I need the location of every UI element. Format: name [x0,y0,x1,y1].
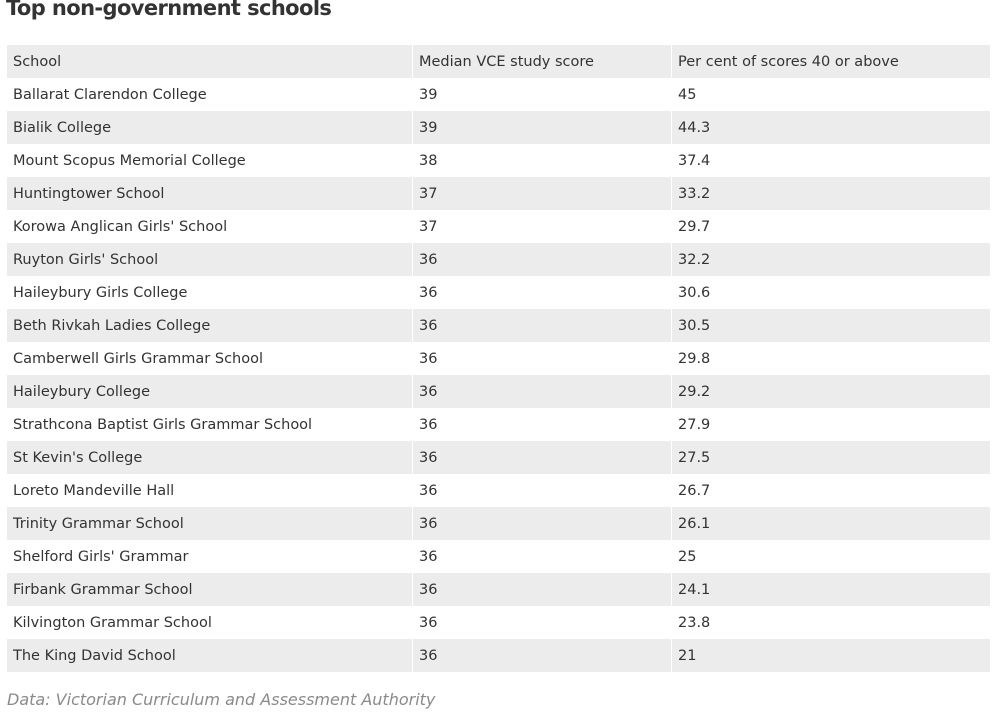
table-row [7,375,990,408]
cell-school: Huntingtower School [13,185,165,202]
table-row [7,540,990,573]
cell-median-score: 38 [412,144,671,177]
cell-percent-40-plus: 32.2 [671,243,990,276]
cell-school: Haileybury Girls College [13,284,188,301]
cell-school: Beth Rivkah Ladies College [13,317,211,334]
table-row [7,606,990,639]
table-row [7,342,990,375]
cell-percent-40-plus: 29.7 [671,210,990,243]
table-row [7,177,990,210]
cell-school: Camberwell Girls Grammar School [13,350,264,367]
cell-percent-40-plus: 26.7 [671,474,990,507]
cell-school: Kilvington Grammar School [13,614,212,631]
cell-median-score: 39 [412,111,671,144]
cell-median-score: 36 [412,540,671,573]
table-body [7,78,990,672]
cell-median-score: 36 [412,408,671,441]
cell-median-score: 36 [412,375,671,408]
cell-median-score: 36 [412,309,671,342]
cell-school: Firbank Grammar School [13,581,193,598]
cell-school: Trinity Grammar School [13,515,184,532]
cell-school: Shelford Girls' Grammar [13,548,189,565]
cell-percent-40-plus: 27.9 [671,408,990,441]
table-header-row [7,45,990,78]
cell-school: St Kevin's College [13,449,143,466]
cell-percent-40-plus: 24.1 [671,573,990,606]
cell-school: Ballarat Clarendon College [13,86,207,103]
cell-percent-40-plus: 44.3 [671,111,990,144]
cell-percent-40-plus: 33.2 [671,177,990,210]
table-row [7,474,990,507]
table-row [7,111,990,144]
cell-school: Mount Scopus Memorial College [13,152,246,169]
cell-percent-40-plus: 25 [671,540,990,573]
cell-percent-40-plus: 27.5 [671,441,990,474]
table-row [7,573,990,606]
table-row [7,78,990,111]
cell-median-score: 36 [412,342,671,375]
cell-median-score: 36 [412,474,671,507]
cell-median-score: 36 [412,507,671,540]
cell-school: Strathcona Baptist Girls Grammar School [13,416,313,433]
cell-school: Ruyton Girls' School [13,251,159,268]
cell-percent-40-plus: 23.8 [671,606,990,639]
table-row [7,507,990,540]
cell-school: The King David School [13,647,176,664]
cell-median-score: 36 [412,639,671,672]
table-row [7,210,990,243]
cell-median-score: 36 [412,573,671,606]
cell-median-score: 36 [412,276,671,309]
column-header-percent-40-plus[interactable]: Per cent of scores 40 or above [671,45,990,78]
cell-median-score: 36 [412,243,671,276]
table-row [7,309,990,342]
cell-percent-40-plus: 29.8 [671,342,990,375]
column-header-school[interactable]: School [13,53,62,70]
cell-school: Haileybury College [13,383,150,400]
table-row [7,243,990,276]
column-header-median-score[interactable]: Median VCE study score [412,45,671,78]
table-row [7,441,990,474]
chart-title: Top non-government schools [6,0,332,20]
cell-percent-40-plus: 21 [671,639,990,672]
table-row [7,144,990,177]
cell-percent-40-plus: 29.2 [671,375,990,408]
cell-percent-40-plus: 30.6 [671,276,990,309]
table-row [7,639,990,672]
cell-percent-40-plus: 45 [671,78,990,111]
cell-percent-40-plus: 26.1 [671,507,990,540]
table-row [7,408,990,441]
cell-median-score: 37 [412,177,671,210]
cell-percent-40-plus: 30.5 [671,309,990,342]
cell-school: Loreto Mandeville Hall [13,482,175,499]
cell-school: Bialik College [13,119,112,136]
table-row [7,276,990,309]
schools-table [7,45,990,672]
cell-median-score: 39 [412,78,671,111]
cell-median-score: 36 [412,441,671,474]
cell-school: Korowa Anglican Girls' School [13,218,228,235]
cell-median-score: 37 [412,210,671,243]
cell-percent-40-plus: 37.4 [671,144,990,177]
data-source-note: Data: Victorian Curriculum and Assessment Authority [7,690,436,709]
cell-median-score: 36 [412,606,671,639]
